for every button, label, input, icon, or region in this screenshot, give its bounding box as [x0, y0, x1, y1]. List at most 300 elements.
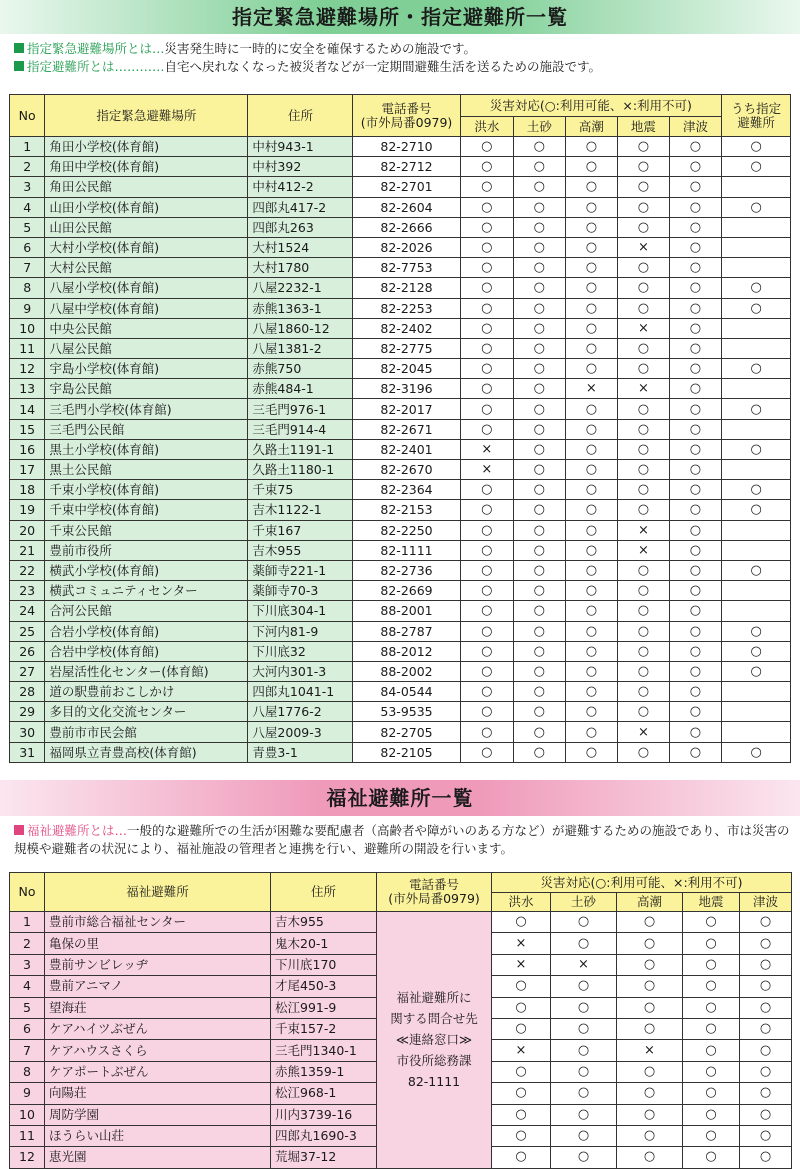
- landslide-mark: ○: [514, 520, 566, 540]
- table-row: [10, 581, 791, 601]
- site-address: 下川底304-1: [248, 601, 353, 621]
- tsunami-mark: ○: [740, 1125, 792, 1146]
- storm-surge-mark: ○: [565, 217, 618, 237]
- earthquake-mark: ○: [618, 601, 670, 621]
- earthquake-mark: ○: [618, 702, 670, 722]
- site-phone: 82-2105: [353, 742, 460, 762]
- storm-surge-mark: ×: [565, 379, 618, 399]
- site-phone: 82-2153: [353, 500, 460, 520]
- flood-mark: ○: [460, 399, 514, 419]
- site-name: 合河公民館: [45, 601, 248, 621]
- tsunami-mark: ○: [669, 359, 722, 379]
- row-number: 7: [10, 258, 45, 278]
- shelter-name: 豊前市総合福祉センター: [45, 912, 271, 933]
- site-address: 大村1780: [248, 258, 353, 278]
- earthquake-mark: ○: [683, 912, 740, 933]
- designated-shelter-mark: [722, 338, 791, 358]
- tsunami-mark: ○: [669, 399, 722, 419]
- earthquake-mark: ○: [683, 1018, 740, 1039]
- note-emergency-site: [14, 40, 794, 58]
- site-address: 八屋1860-12: [248, 318, 353, 338]
- table-row: [10, 258, 791, 278]
- site-phone: 82-2775: [353, 338, 460, 358]
- storm-surge-mark: ○: [565, 439, 618, 459]
- header-flood: 洪水: [492, 893, 551, 912]
- table-row: [10, 661, 791, 681]
- row-number: 2: [10, 157, 45, 177]
- tsunami-mark: ○: [669, 338, 722, 358]
- site-address: 薬師寺221-1: [248, 560, 353, 580]
- earthquake-mark: ○: [683, 1083, 740, 1104]
- header-site-name: 指定緊急避難場所: [45, 95, 248, 137]
- tsunami-mark: ○: [740, 912, 792, 933]
- earthquake-mark: ○: [683, 954, 740, 975]
- row-number: 20: [10, 520, 45, 540]
- site-address: 下河内81-9: [248, 621, 353, 641]
- designated-shelter-mark: ○: [722, 197, 791, 217]
- earthquake-mark: ○: [618, 359, 670, 379]
- site-name: 豊前市市民会館: [45, 722, 248, 742]
- contact-info: [377, 912, 492, 1169]
- tsunami-mark: ○: [669, 439, 722, 459]
- flood-mark: ○: [460, 540, 514, 560]
- flood-mark: ○: [460, 419, 514, 439]
- site-phone: 88-2002: [353, 661, 460, 681]
- storm-surge-mark: ○: [565, 540, 618, 560]
- pink-square-icon: [14, 825, 24, 835]
- landslide-mark: ○: [514, 318, 566, 338]
- tsunami-mark: ○: [669, 137, 722, 157]
- designated-shelter-mark: ○: [722, 742, 791, 762]
- row-number: 14: [10, 399, 45, 419]
- header-no: No: [10, 873, 45, 912]
- row-number: 8: [10, 278, 45, 298]
- landslide-mark: ○: [514, 177, 566, 197]
- storm-surge-mark: ○: [565, 641, 618, 661]
- flood-mark: ○: [460, 702, 514, 722]
- storm-surge-mark: ○: [617, 912, 683, 933]
- note-shelter: [14, 58, 794, 76]
- tsunami-mark: ○: [669, 318, 722, 338]
- shelter-name: 豊前アニマノ: [45, 976, 271, 997]
- site-address: 久路土1191-1: [248, 439, 353, 459]
- landslide-mark: ○: [514, 702, 566, 722]
- landslide-mark: ○: [514, 399, 566, 419]
- contact-line3: ≪連絡窓口≫: [395, 1032, 473, 1048]
- note-term: 福祉避難所とは: [27, 823, 115, 838]
- site-name: 合岩小学校(体育館): [45, 621, 248, 641]
- earthquake-mark: ○: [618, 641, 670, 661]
- site-address: 青豊3-1: [248, 742, 353, 762]
- row-number: 6: [10, 237, 45, 257]
- flood-mark: ○: [460, 177, 514, 197]
- site-name: 八屋公民館: [45, 338, 248, 358]
- row-number: 4: [10, 976, 45, 997]
- note-dots: …: [114, 823, 128, 838]
- header-tsunami: 津波: [669, 117, 722, 137]
- tsunami-mark: ○: [740, 1147, 792, 1168]
- storm-surge-mark: ○: [617, 933, 683, 954]
- site-phone: 82-2701: [353, 177, 460, 197]
- landslide-mark: ○: [514, 742, 566, 762]
- note-term: 指定避難所とは: [27, 59, 115, 74]
- row-number: 31: [10, 742, 45, 762]
- welfare-shelter-table: [9, 872, 792, 1169]
- landslide-mark: ○: [551, 1083, 617, 1104]
- row-number: 3: [10, 177, 45, 197]
- table-row: [10, 137, 791, 157]
- site-address: 八屋1381-2: [248, 338, 353, 358]
- landslide-mark: ○: [551, 1125, 617, 1146]
- header-address: 住所: [248, 95, 353, 137]
- note-text: 一般的な避難所での生活が困難な要配慮者（高齢者や障がいのある方など）が避難するための施設であり、市は災害の規模や避難者の状況により、福祉施設の管理者と連携を行い、避難所の開設を行います。: [14, 823, 790, 856]
- tsunami-mark: ○: [740, 1104, 792, 1125]
- earthquake-mark: ○: [618, 500, 670, 520]
- site-name: 八屋中学校(体育館): [45, 298, 248, 318]
- flood-mark: ○: [492, 997, 551, 1018]
- shelter-address: 鬼木20-1: [271, 933, 377, 954]
- landslide-mark: ○: [514, 298, 566, 318]
- flood-mark: ○: [492, 1018, 551, 1039]
- landslide-mark: ○: [514, 359, 566, 379]
- shelter-name: ケアハイツぶぜん: [45, 1018, 271, 1039]
- site-phone: 82-2250: [353, 520, 460, 540]
- earthquake-mark: ○: [683, 1125, 740, 1146]
- earthquake-mark: ○: [618, 217, 670, 237]
- row-number: 25: [10, 621, 45, 641]
- site-phone: 82-2401: [353, 439, 460, 459]
- site-address: 吉木955: [248, 540, 353, 560]
- flood-mark: ○: [460, 197, 514, 217]
- table-row: [10, 480, 791, 500]
- header-landslide: 土砂: [514, 117, 566, 137]
- tsunami-mark: ○: [669, 560, 722, 580]
- shelter-name: 望海荘: [45, 997, 271, 1018]
- site-address: 中村943-1: [248, 137, 353, 157]
- earthquake-mark: ○: [618, 460, 670, 480]
- table-row: [10, 912, 792, 933]
- storm-surge-mark: ○: [617, 1147, 683, 1168]
- note-dots: …………: [114, 59, 165, 74]
- tsunami-mark: ○: [740, 997, 792, 1018]
- landslide-mark: ○: [514, 722, 566, 742]
- landslide-mark: ○: [551, 933, 617, 954]
- landslide-mark: ○: [514, 217, 566, 237]
- table-row: [10, 157, 791, 177]
- site-name: 山田公民館: [45, 217, 248, 237]
- landslide-mark: ○: [514, 560, 566, 580]
- site-name: 八屋小学校(体育館): [45, 278, 248, 298]
- row-number: 6: [10, 1018, 45, 1039]
- storm-surge-mark: ○: [565, 601, 618, 621]
- landslide-mark: ○: [551, 976, 617, 997]
- designated-shelter-mark: ○: [722, 298, 791, 318]
- flood-mark: ×: [492, 1040, 551, 1061]
- flood-mark: ○: [460, 661, 514, 681]
- earthquake-mark: ○: [683, 1061, 740, 1082]
- site-name: 大村小学校(体育館): [45, 237, 248, 257]
- header-earthquake: 地震: [683, 893, 740, 912]
- site-name: 三毛門公民館: [45, 419, 248, 439]
- table-row: [10, 722, 791, 742]
- site-address: 八屋2009-3: [248, 722, 353, 742]
- earthquake-mark: ○: [683, 1040, 740, 1061]
- flood-mark: ○: [460, 500, 514, 520]
- site-name: 角田小学校(体育館): [45, 137, 248, 157]
- header-shelter-name: 福祉避難所: [45, 873, 271, 912]
- storm-surge-mark: ○: [565, 702, 618, 722]
- earthquake-mark: ○: [683, 1104, 740, 1125]
- storm-surge-mark: ○: [617, 1125, 683, 1146]
- flood-mark: ○: [460, 621, 514, 641]
- row-number: 1: [10, 137, 45, 157]
- storm-surge-mark: ○: [617, 976, 683, 997]
- header-landslide: 土砂: [551, 893, 617, 912]
- flood-mark: ○: [460, 480, 514, 500]
- site-address: 中村412-2: [248, 177, 353, 197]
- landslide-mark: ×: [551, 954, 617, 975]
- storm-surge-mark: ○: [565, 480, 618, 500]
- table-row: [10, 278, 791, 298]
- section1-title: 指定緊急避難場所・指定避難所一覧: [0, 0, 800, 34]
- flood-mark: ○: [460, 359, 514, 379]
- shelter-name: 恵光園: [45, 1147, 271, 1168]
- row-number: 1: [10, 912, 45, 933]
- earthquake-mark: ○: [618, 581, 670, 601]
- tsunami-mark: ○: [669, 702, 722, 722]
- designated-shelter-mark: [722, 258, 791, 278]
- flood-mark: ○: [492, 1083, 551, 1104]
- tsunami-mark: ○: [669, 520, 722, 540]
- earthquake-mark: ○: [618, 742, 670, 762]
- table-row: [10, 702, 791, 722]
- row-number: 9: [10, 1083, 45, 1104]
- flood-mark: ○: [460, 278, 514, 298]
- storm-surge-mark: ○: [565, 560, 618, 580]
- landslide-mark: ○: [514, 137, 566, 157]
- shelter-name: ほうらい山荘: [45, 1125, 271, 1146]
- tsunami-mark: ○: [669, 581, 722, 601]
- earthquake-mark: ○: [618, 338, 670, 358]
- tsunami-mark: ○: [740, 1040, 792, 1061]
- site-address: 八屋1776-2: [248, 702, 353, 722]
- designated-shelter-mark: ○: [722, 621, 791, 641]
- site-address: 下川底32: [248, 641, 353, 661]
- shelter-name: 豊前サンビレッヂ: [45, 954, 271, 975]
- row-number: 19: [10, 500, 45, 520]
- landslide-mark: ○: [514, 258, 566, 278]
- designated-shelter-mark: [722, 419, 791, 439]
- site-address: 久路土1180-1: [248, 460, 353, 480]
- tsunami-mark: ○: [669, 379, 722, 399]
- landslide-mark: ○: [514, 661, 566, 681]
- header-no: No: [10, 95, 45, 137]
- section2-notes: [14, 822, 794, 858]
- shelter-address: 荒堀37-12: [271, 1147, 377, 1168]
- landslide-mark: ○: [514, 237, 566, 257]
- flood-mark: ○: [492, 1125, 551, 1146]
- evacuation-site-table: [9, 94, 791, 763]
- row-number: 30: [10, 722, 45, 742]
- contact-line2: 関する問合せ先: [390, 1011, 478, 1027]
- storm-surge-mark: ○: [617, 1104, 683, 1125]
- earthquake-mark: ×: [618, 520, 670, 540]
- site-address: 赤熊484-1: [248, 379, 353, 399]
- tsunami-mark: ○: [669, 278, 722, 298]
- shelter-name: 周防学園: [45, 1104, 271, 1125]
- site-address: 三毛門914-4: [248, 419, 353, 439]
- landslide-mark: ○: [514, 500, 566, 520]
- tsunami-mark: ○: [669, 621, 722, 641]
- designated-shelter-mark: ○: [722, 157, 791, 177]
- flood-mark: ○: [460, 379, 514, 399]
- earthquake-mark: ×: [618, 318, 670, 338]
- designated-shelter-mark: [722, 581, 791, 601]
- shelter-address: 才尾450-3: [271, 976, 377, 997]
- row-number: 5: [10, 217, 45, 237]
- landslide-mark: ○: [514, 682, 566, 702]
- landslide-mark: ○: [514, 157, 566, 177]
- table-row: [10, 682, 791, 702]
- site-name: 宇島小学校(体育館): [45, 359, 248, 379]
- flood-mark: ○: [460, 258, 514, 278]
- section1-notes: [14, 40, 794, 76]
- landslide-mark: ○: [514, 419, 566, 439]
- site-name: 千束小学校(体育館): [45, 480, 248, 500]
- designated-shelter-mark: [722, 318, 791, 338]
- site-name: 千束中学校(体育館): [45, 500, 248, 520]
- storm-surge-mark: ○: [565, 581, 618, 601]
- row-number: 22: [10, 560, 45, 580]
- site-name: 千束公民館: [45, 520, 248, 540]
- table-row: [10, 298, 791, 318]
- storm-surge-mark: ○: [565, 722, 618, 742]
- row-number: 18: [10, 480, 45, 500]
- earthquake-mark: ○: [618, 661, 670, 681]
- storm-surge-mark: ○: [565, 298, 618, 318]
- earthquake-mark: ○: [618, 278, 670, 298]
- header-phone: 電話番号 (市外局番0979): [353, 95, 460, 137]
- flood-mark: ×: [460, 460, 514, 480]
- earthquake-mark: ○: [618, 682, 670, 702]
- landslide-mark: ○: [514, 601, 566, 621]
- site-name: 横武コミュニティセンター: [45, 581, 248, 601]
- site-phone: 53-9535: [353, 702, 460, 722]
- site-address: 千束75: [248, 480, 353, 500]
- row-number: 10: [10, 318, 45, 338]
- flood-mark: ○: [460, 682, 514, 702]
- shelter-address: 四郎丸1690-3: [271, 1125, 377, 1146]
- earthquake-mark: ○: [618, 177, 670, 197]
- tsunami-mark: ○: [669, 298, 722, 318]
- site-phone: 82-2666: [353, 217, 460, 237]
- site-phone: 82-2671: [353, 419, 460, 439]
- earthquake-mark: ○: [683, 997, 740, 1018]
- earthquake-mark: ○: [618, 157, 670, 177]
- table-row: [10, 399, 791, 419]
- site-address: 八屋2232-1: [248, 278, 353, 298]
- storm-surge-mark: ○: [565, 419, 618, 439]
- flood-mark: ○: [460, 338, 514, 358]
- table-row: [10, 439, 791, 459]
- site-address: 四郎丸263: [248, 217, 353, 237]
- storm-surge-mark: ○: [565, 338, 618, 358]
- site-address: 吉木1122-1: [248, 500, 353, 520]
- row-number: 7: [10, 1040, 45, 1061]
- site-name: 中央公民館: [45, 318, 248, 338]
- tsunami-mark: ○: [669, 500, 722, 520]
- flood-mark: ○: [460, 560, 514, 580]
- earthquake-mark: ○: [618, 258, 670, 278]
- flood-mark: ○: [460, 137, 514, 157]
- site-phone: 82-2705: [353, 722, 460, 742]
- green-square-icon: [14, 61, 24, 71]
- table-row: [10, 621, 791, 641]
- header-address: 住所: [271, 873, 377, 912]
- flood-mark: ○: [460, 298, 514, 318]
- header-hazard: 災害対応(○:利用可能、×:利用不可): [492, 873, 792, 893]
- row-number: 9: [10, 298, 45, 318]
- shelter-address: 松江991-9: [271, 997, 377, 1018]
- table-row: [10, 177, 791, 197]
- landslide-mark: ○: [514, 460, 566, 480]
- table-row: [10, 379, 791, 399]
- storm-surge-mark: ○: [565, 157, 618, 177]
- designated-shelter-mark: ○: [722, 641, 791, 661]
- tsunami-mark: ○: [669, 460, 722, 480]
- storm-surge-mark: ○: [617, 997, 683, 1018]
- row-number: 15: [10, 419, 45, 439]
- tsunami-mark: ○: [669, 722, 722, 742]
- flood-mark: ○: [460, 217, 514, 237]
- site-address: 四郎丸417-2: [248, 197, 353, 217]
- header-phone: 電話番号 (市外局番0979): [377, 873, 492, 912]
- earthquake-mark: ○: [618, 480, 670, 500]
- site-name: 黒土小学校(体育館): [45, 439, 248, 459]
- note-dots: …: [152, 41, 165, 56]
- designated-shelter-mark: [722, 520, 791, 540]
- storm-surge-mark: ○: [565, 359, 618, 379]
- storm-surge-mark: ○: [565, 500, 618, 520]
- storm-surge-mark: ○: [565, 237, 618, 257]
- site-phone: 82-1111: [353, 540, 460, 560]
- shelter-name: 向陽荘: [45, 1083, 271, 1104]
- site-address: 薬師寺70-3: [248, 581, 353, 601]
- tsunami-mark: ○: [669, 480, 722, 500]
- designated-shelter-mark: ○: [722, 278, 791, 298]
- designated-shelter-mark: [722, 460, 791, 480]
- storm-surge-mark: ○: [565, 258, 618, 278]
- landslide-mark: ○: [514, 621, 566, 641]
- storm-surge-mark: ○: [565, 197, 618, 217]
- site-address: 中村392: [248, 157, 353, 177]
- site-phone: 84-0544: [353, 682, 460, 702]
- storm-surge-mark: ○: [617, 954, 683, 975]
- row-number: 27: [10, 661, 45, 681]
- site-name: 角田中学校(体育館): [45, 157, 248, 177]
- row-number: 4: [10, 197, 45, 217]
- table-row: [10, 641, 791, 661]
- site-address: 千束167: [248, 520, 353, 540]
- tsunami-mark: ○: [669, 237, 722, 257]
- flood-mark: ×: [460, 439, 514, 459]
- storm-surge-mark: ○: [565, 460, 618, 480]
- evacuation-site-rows: [10, 137, 791, 763]
- flood-mark: ○: [460, 237, 514, 257]
- row-number: 5: [10, 997, 45, 1018]
- tsunami-mark: ○: [669, 157, 722, 177]
- storm-surge-mark: ○: [565, 177, 618, 197]
